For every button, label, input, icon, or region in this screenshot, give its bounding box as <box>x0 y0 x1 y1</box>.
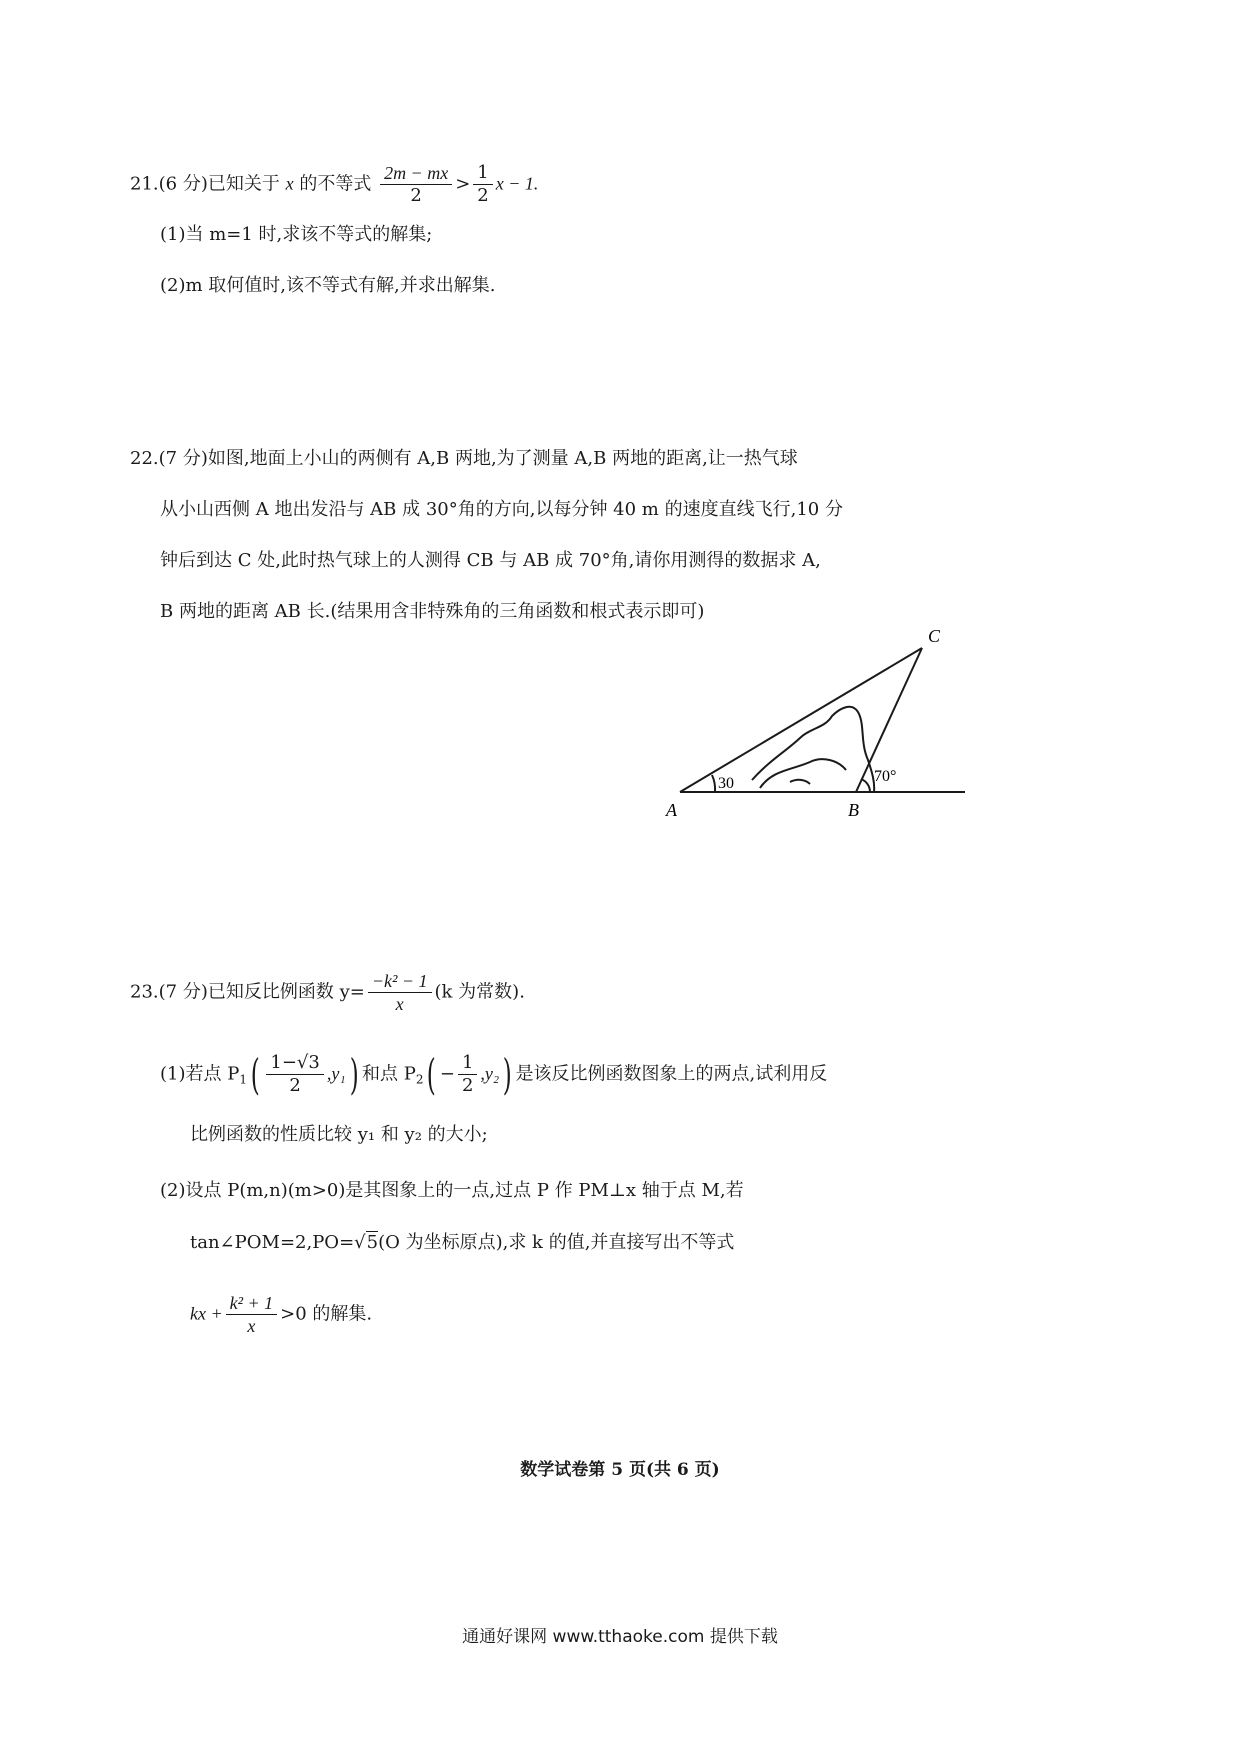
q23-p1-neg: − <box>439 1063 455 1085</box>
q23-head: 23.(7 分)已知反比例函数 y= <box>130 981 365 1003</box>
q23-p2-fraction <box>226 1292 278 1337</box>
q21-lhs-numerator: 2m − mx <box>380 162 452 185</box>
hill-detail <box>790 780 810 784</box>
q23-p1-num2: 1 <box>458 1052 477 1075</box>
q23-p2-l2-a: tan∠POM=2,PO= <box>190 1232 355 1253</box>
q23-p1-num1: 1−√3 <box>266 1052 323 1075</box>
q23-p1-tail: 是该反比例函数图象上的两点,试利用反 <box>515 1063 828 1085</box>
q23-p1-y1: ,y₁ <box>326 1063 346 1084</box>
label-b: B <box>848 800 859 820</box>
q23-part1-line2: 比例函数的性质比较 y₁ 和 y₂ 的大小; <box>190 1124 488 1145</box>
q21-rhs-tail: x − 1. <box>495 173 539 194</box>
q21-head-var: x <box>285 173 294 194</box>
q23-p2-sqrt: 5 <box>366 1232 379 1253</box>
label-c: C <box>928 626 941 646</box>
q23-part2-line2 <box>190 1230 734 1256</box>
q21-head: 21.(6 分)已知关于 <box>130 173 280 195</box>
q21-rhs-numerator: 1 <box>473 162 492 185</box>
q23-p2-l2-b: (O 为坐标原点),求 k 的值,并直接写出不等式 <box>378 1232 735 1253</box>
q23-p2-den: x <box>247 1316 256 1336</box>
q22-line4: B 两地的距离 AB 长.(结果用含非特殊角的三角函数和根式表示即可) <box>160 601 705 622</box>
q21-lhs-denominator: 2 <box>410 185 422 206</box>
q21-lhs-fraction <box>380 162 452 207</box>
q23-p1-fraction2 <box>458 1052 477 1097</box>
left-paren-2: ( <box>427 1049 437 1099</box>
angle-arc-a <box>712 775 715 792</box>
q23-p1-mid: 和点 P <box>361 1063 416 1085</box>
sqrt-sign: √ <box>354 1232 366 1253</box>
left-paren-1: ( <box>250 1049 260 1099</box>
q21-head-after: 的不等式 <box>293 173 372 195</box>
q23-p1-fraction1 <box>266 1052 323 1097</box>
right-paren-2: ) <box>502 1049 512 1099</box>
q23-function-fraction <box>368 970 432 1015</box>
angle-arc-b <box>861 779 870 792</box>
q23-part2-line3 <box>190 1292 372 1337</box>
q23-part1 <box>160 1049 828 1099</box>
q22-line1: 22.(7 分)如图,地面上小山的两侧有 A,B 两地,为了测量 A,B 两地的距离,让一热气球 <box>130 448 798 469</box>
q23-stem <box>130 970 525 1015</box>
q21-part2: (2)m 取何值时,该不等式有解,并求出解集. <box>160 275 496 296</box>
q23-denominator: x <box>395 994 404 1014</box>
q23-p2-l3-b: >0 的解集. <box>280 1303 373 1325</box>
q23-p1-den2: 2 <box>461 1075 474 1096</box>
q22-line3: 钟后到达 C 处,此时热气球上的人测得 CB 与 AB 成 70°角,请你用测得的数据求 A, <box>160 550 821 571</box>
q21-part1: (1)当 m=1 时,求该不等式的解集; <box>160 224 433 245</box>
page-footer: 数学试卷第 5 页(共 6 页) <box>520 1460 720 1480</box>
q23-p1-y2: ,y₂ <box>480 1063 500 1084</box>
q23-numerator: −k² − 1 <box>368 970 432 993</box>
angle-label-a: 30 <box>718 775 734 792</box>
q22-line2: 从小山西侧 A 地出发沿与 AB 成 30°角的方向,以每分钟 40 m 的速度直线飞行,10 分 <box>160 499 843 520</box>
hill-outline <box>752 707 874 792</box>
q21-rhs-denominator: 2 <box>477 185 489 206</box>
q23-p1-a: (1)若点 P <box>160 1063 240 1085</box>
right-paren-1: ) <box>349 1049 359 1099</box>
angle-label-b: 70° <box>874 768 897 785</box>
q23-part2-line1: (2)设点 P(m,n)(m>0)是其图象上的一点,过点 P 作 PM⊥x 轴于点 M,若 <box>160 1180 744 1201</box>
q23-p2-num: k² + 1 <box>226 1292 278 1315</box>
q23-head-tail: (k 为常数). <box>434 981 525 1003</box>
q23-p1-sub2: 2 <box>415 1072 424 1087</box>
label-a: A <box>666 800 677 820</box>
q23-p1-den1: 2 <box>289 1075 301 1096</box>
q21-stem <box>130 162 538 207</box>
q21-rhs-fraction <box>473 162 492 207</box>
q21-gt: > <box>455 173 471 195</box>
hill-ridge <box>760 759 846 788</box>
watermark-text: 通通好课网 www.tthaoke.com 提供下载 <box>462 1627 778 1647</box>
q23-p1-sub1: 1 <box>239 1072 247 1087</box>
q23-p2-l3-a: kx + <box>190 1303 223 1324</box>
q22-figure <box>660 620 980 830</box>
